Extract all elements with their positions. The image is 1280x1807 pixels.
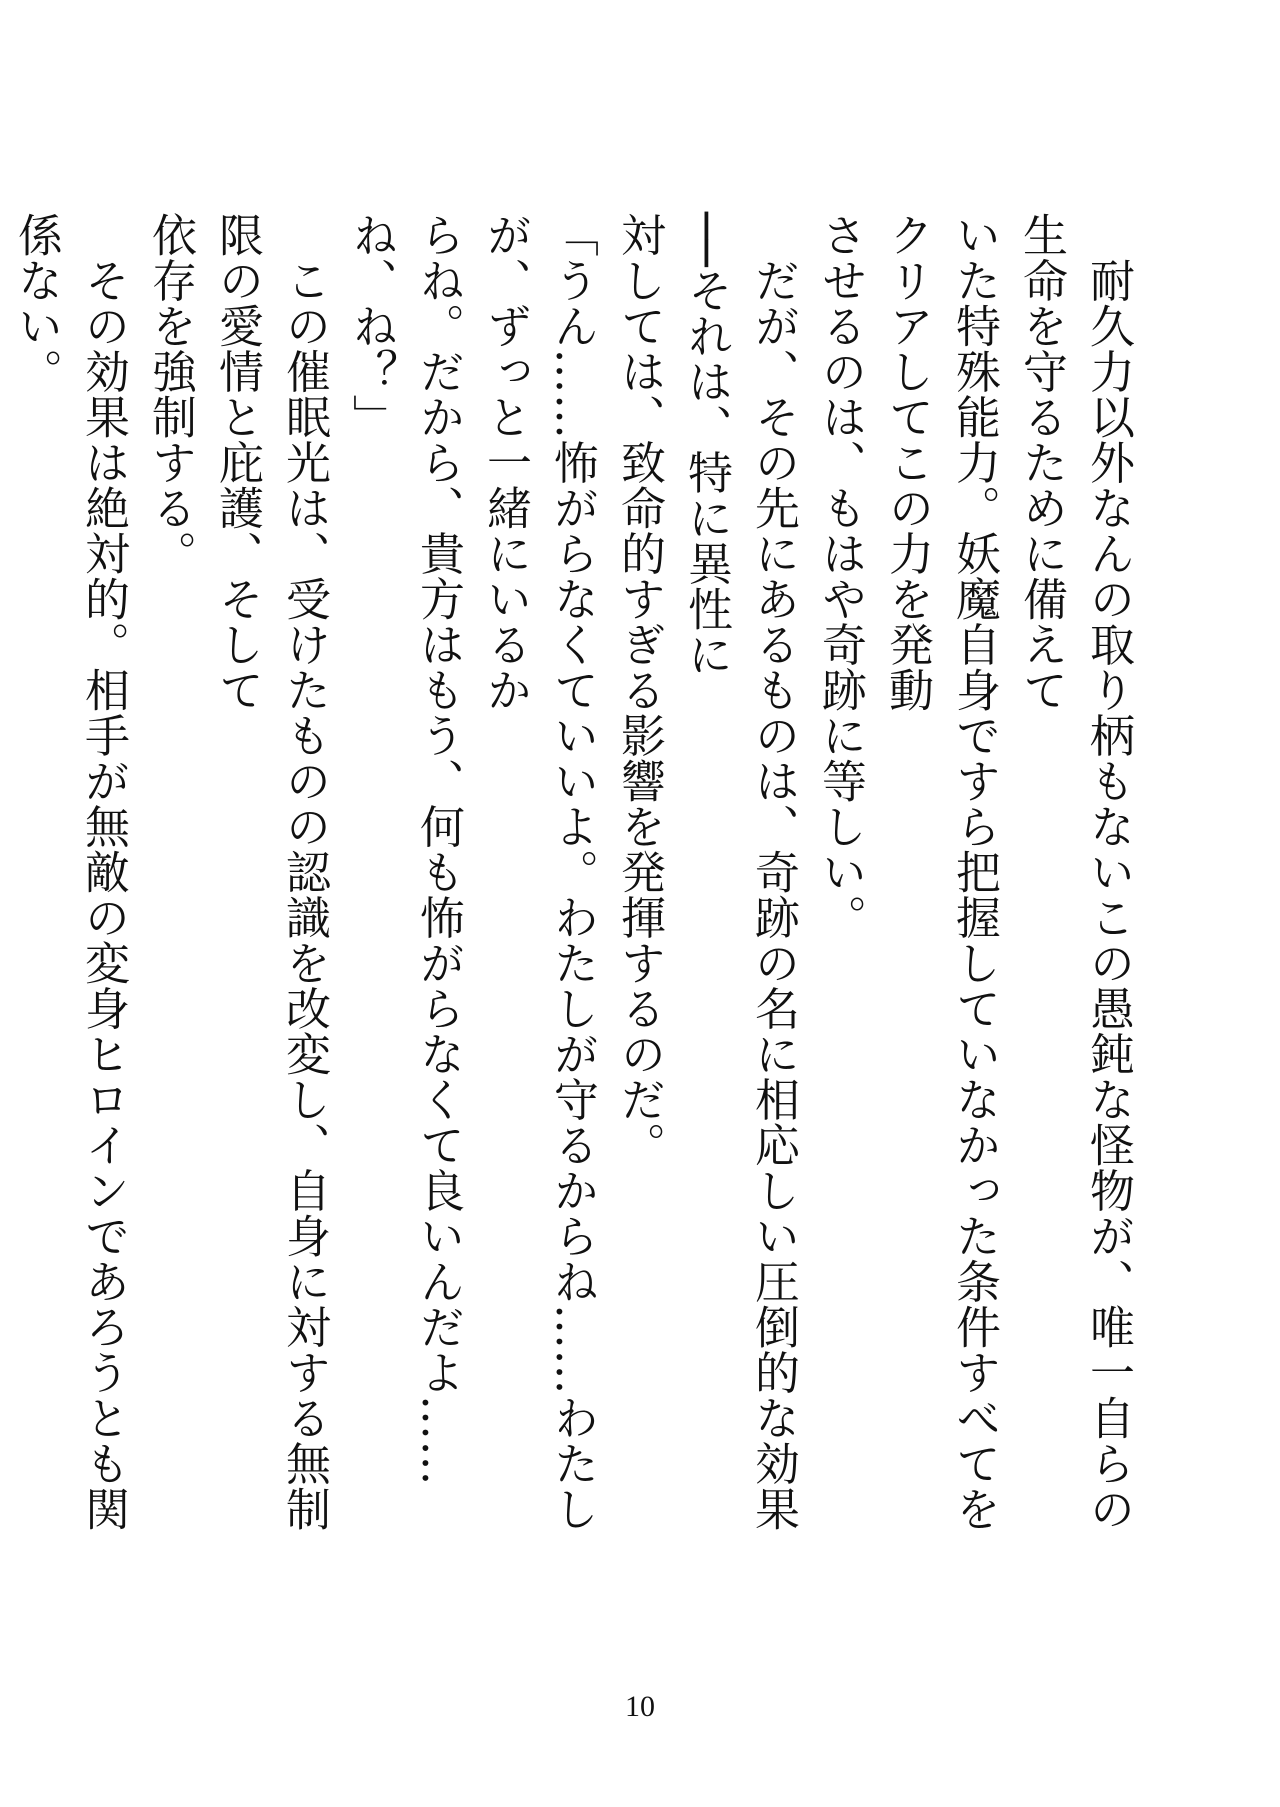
text-line: させるのは、もはや奇跡に等しい。 bbox=[814, 212, 867, 940]
vertical-text-body bbox=[0, 212, 1142, 1542]
text-line: 対しては、致命的すぎる影響を発揮するのだ。 bbox=[613, 212, 666, 1168]
text-line: この催眠光は、受けたものの認識を改変し、自身に対する無制限の愛情と庇護、そして bbox=[211, 212, 331, 1532]
text-line: 「うん……怖がらなくていいよ。わたしが守るからね……わたしが、ずっと一緒にいるか bbox=[479, 212, 599, 1532]
text-line: いた特殊能力。妖魔自身ですら把握していなかった条件すべてをクリアしてこの力を発動 bbox=[881, 212, 1001, 1532]
text-line: らね。だから、貴方はもう、何も怖がらなくて良いんだよ……ね、ね？」 bbox=[345, 212, 465, 1486]
page-number: 10 bbox=[625, 1690, 655, 1723]
text-line: その効果は絶対的。相手が無敵の変身ヒロインであろうとも関係ない。 bbox=[10, 212, 130, 1532]
text-line: だが、その先にあるものは、奇跡の名に相応しい圧倒的な効果──それは、特に異性に bbox=[680, 212, 800, 1532]
text-line: 依存を強制する。 bbox=[144, 212, 197, 576]
text-line bbox=[0, 212, 3, 1542]
text-line: 耐久力以外なんの取り柄もないこの愚鈍な怪物が、唯一自らの生命を守るために備えて bbox=[1015, 212, 1135, 1532]
